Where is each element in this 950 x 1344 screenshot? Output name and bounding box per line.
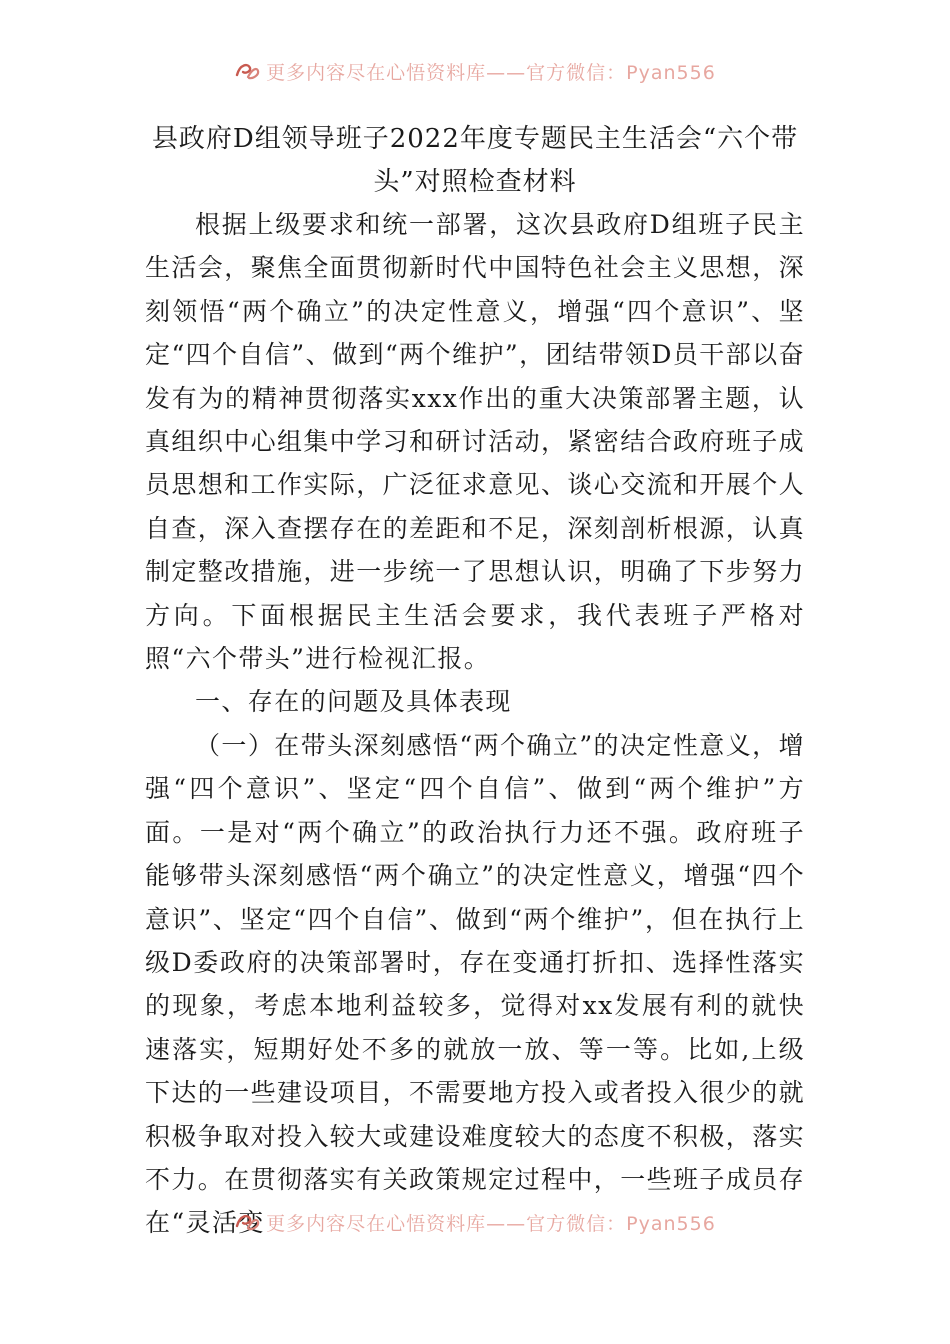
- watermark-text: 更多内容尽在心悟资料库——官方微信：Pyan556: [266, 1212, 716, 1235]
- document-title: [145, 118, 805, 204]
- watermark-text: 更多内容尽在心悟资料库——官方微信：Pyan556: [266, 61, 716, 84]
- section-paragraph: （一）在带头深刻感悟“两个确立”的决定性意义，增强“四个意识”、坚定“四个自信”、做到“两个维护”方面。一是对“两个确立”的政治执行力还不强。政府班子能够带头深刻感悟“两个确立”的决定性意义，增强“四个意识”、坚定“四个自信”、做到“两个维护”，但在执行上级D委政府的决策部署时，存在变通打折扣、选择性落实的现象，考虑本地利益较多，觉得对xx发展有利的就快速落实，短期好处不多的就放一放、等一等。比如,上级下达的一些建设项目，不需要地方投入或者投入很少的就积极争取对投入较大或建设难度较大的态度不积极，落实不力。在贯彻落实有关政策规定过程中，一些班子成员存在“灵活变: [145, 730, 806, 1238]
- document-body: [145, 203, 805, 1245]
- stylized-logo-icon: [234, 60, 260, 82]
- stylized-logo-icon: [234, 1211, 260, 1233]
- title-line-2: 头”对照检查材料: [373, 167, 577, 197]
- title-line-1: 县政府D组领导班子2022年度专题民主生活会“六个带: [151, 124, 799, 154]
- section-heading: 一、存在的问题及具体表现: [195, 687, 512, 717]
- intro-paragraph: 根据上级要求和统一部署，这次县政府D组班子民主生活会，聚焦全面贯彻新时代中国特色社会主义思想，深刻领悟“两个确立”的决定性意义，增强“四个意识”、坚定“四个自信”、做到“两个维护”，团结带领D员干部以奋发有为的精神贯彻落实xxx作出的重大决策部署主题，认真组织中心组集中学习和研讨活动，紧密结合政府班子成员思想和工作实际，广泛征求意见、谈心交流和开展个人自查，深入查摆存在的差距和不足，深刻剖析根源，认真制定整改措施，进一步统一了思想认识，明确了下步努力方向。下面根据民主生活会要求，我代表班子严格对照“六个带头”进行检视汇报。: [145, 210, 806, 674]
- watermark-footer: [0, 1207, 950, 1237]
- watermark-header: [0, 56, 950, 86]
